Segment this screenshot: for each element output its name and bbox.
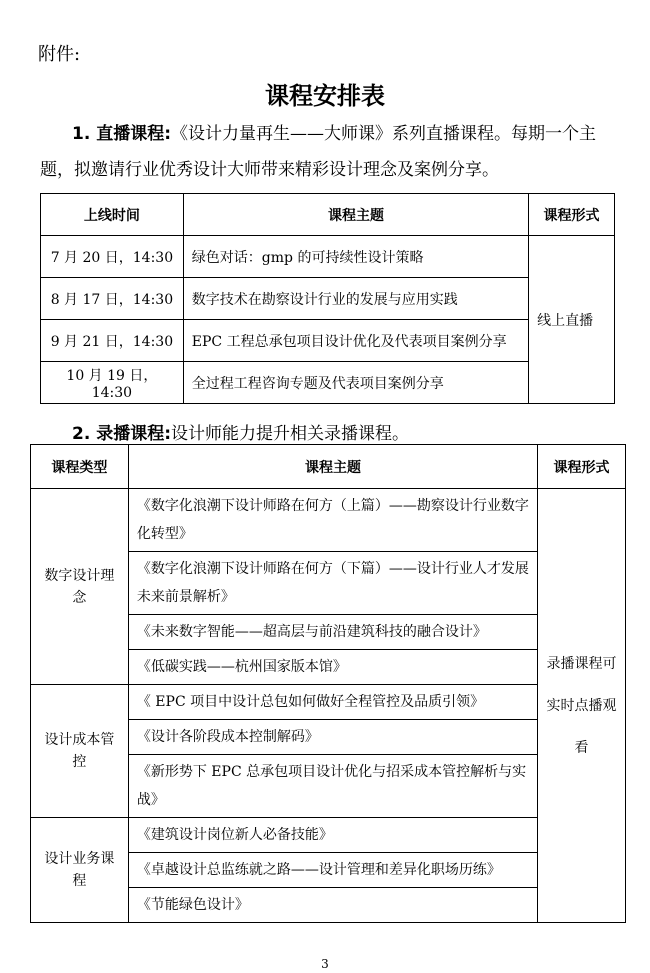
header-format: 课程形式: [529, 194, 615, 236]
table-row: [31, 489, 626, 552]
row-topic: 《设计各阶段成本控制解码》: [128, 720, 537, 755]
table-row: [41, 362, 615, 404]
header-topic: 课程主题: [183, 194, 528, 236]
course-type-cell: 数字设计理念: [31, 489, 129, 685]
recorded-course-table: [30, 444, 626, 923]
row-topic: 《节能绿色设计》: [128, 888, 537, 923]
section1-paragraph: [40, 116, 615, 188]
row-time: 8 月 17 日，14:30: [41, 278, 184, 320]
live-course-table: [40, 193, 615, 404]
course-type-cell: 设计成本管控: [31, 685, 129, 818]
table-header-row: [41, 194, 615, 236]
row-topic: 《建筑设计岗位新人必备技能》: [128, 818, 537, 853]
table-row: [31, 685, 626, 720]
format-cell: 录播课程可实时点播观看: [538, 489, 626, 923]
table-row: [31, 818, 626, 853]
page-number: 3: [321, 957, 329, 971]
row-topic: 《 EPC 项目中设计总包如何做好全程管控及品质引领》: [128, 685, 537, 720]
header-time: 上线时间: [41, 194, 184, 236]
attachment-label: 附件:: [38, 44, 81, 65]
table-row: [41, 278, 615, 320]
header-topic: 课程主题: [128, 445, 537, 489]
table-row: [41, 236, 615, 278]
format-cell: 线上直播: [529, 236, 615, 404]
row-topic: 《新形势下 EPC 总承包项目设计优化与招采成本管控解析与实战》: [128, 755, 537, 818]
row-topic: 《低碳实践——杭州国家版本馆》: [128, 650, 537, 685]
section1-text: 《设计力量再生——大师课》系列直播课程。每期一个主题，拟邀请行业优秀设计大师带来精彩设计理念及案例分享。: [40, 124, 597, 180]
header-format: 课程形式: [538, 445, 626, 489]
row-time: 10 月 19 日，14:30: [41, 362, 184, 404]
section2-heading: 2. 录播课程:: [72, 424, 172, 444]
row-topic: 《数字化浪潮下设计师路在何方（下篇）——设计行业人才发展未来前景解析》: [128, 552, 537, 615]
section2-text: 设计师能力提升相关录播课程。: [171, 424, 410, 444]
row-topic: EPC 工程总承包项目设计优化及代表项目案例分享: [183, 320, 528, 362]
row-topic: 《数字化浪潮下设计师路在何方（上篇）——勘察设计行业数字化转型》: [128, 489, 537, 552]
course-type-cell: 设计业务课程: [31, 818, 129, 923]
row-topic: 绿色对话：gmp 的可持续性设计策略: [183, 236, 528, 278]
row-topic: 数字技术在勘察设计行业的发展与应用实践: [183, 278, 528, 320]
row-time: 9 月 21 日，14:30: [41, 320, 184, 362]
row-topic: 《未来数字智能——超高层与前沿建筑科技的融合设计》: [128, 615, 537, 650]
page-title: 课程安排表: [265, 82, 385, 110]
table-row: [41, 320, 615, 362]
row-time: 7 月 20 日，14:30: [41, 236, 184, 278]
header-type: 课程类型: [31, 445, 129, 489]
table-header-row: [31, 445, 626, 489]
row-topic: 全过程工程咨询专题及代表项目案例分享: [183, 362, 528, 404]
row-topic: 《卓越设计总监练就之路——设计管理和差异化职场历练》: [128, 853, 537, 888]
section1-heading: 1. 直播课程:: [72, 124, 172, 144]
